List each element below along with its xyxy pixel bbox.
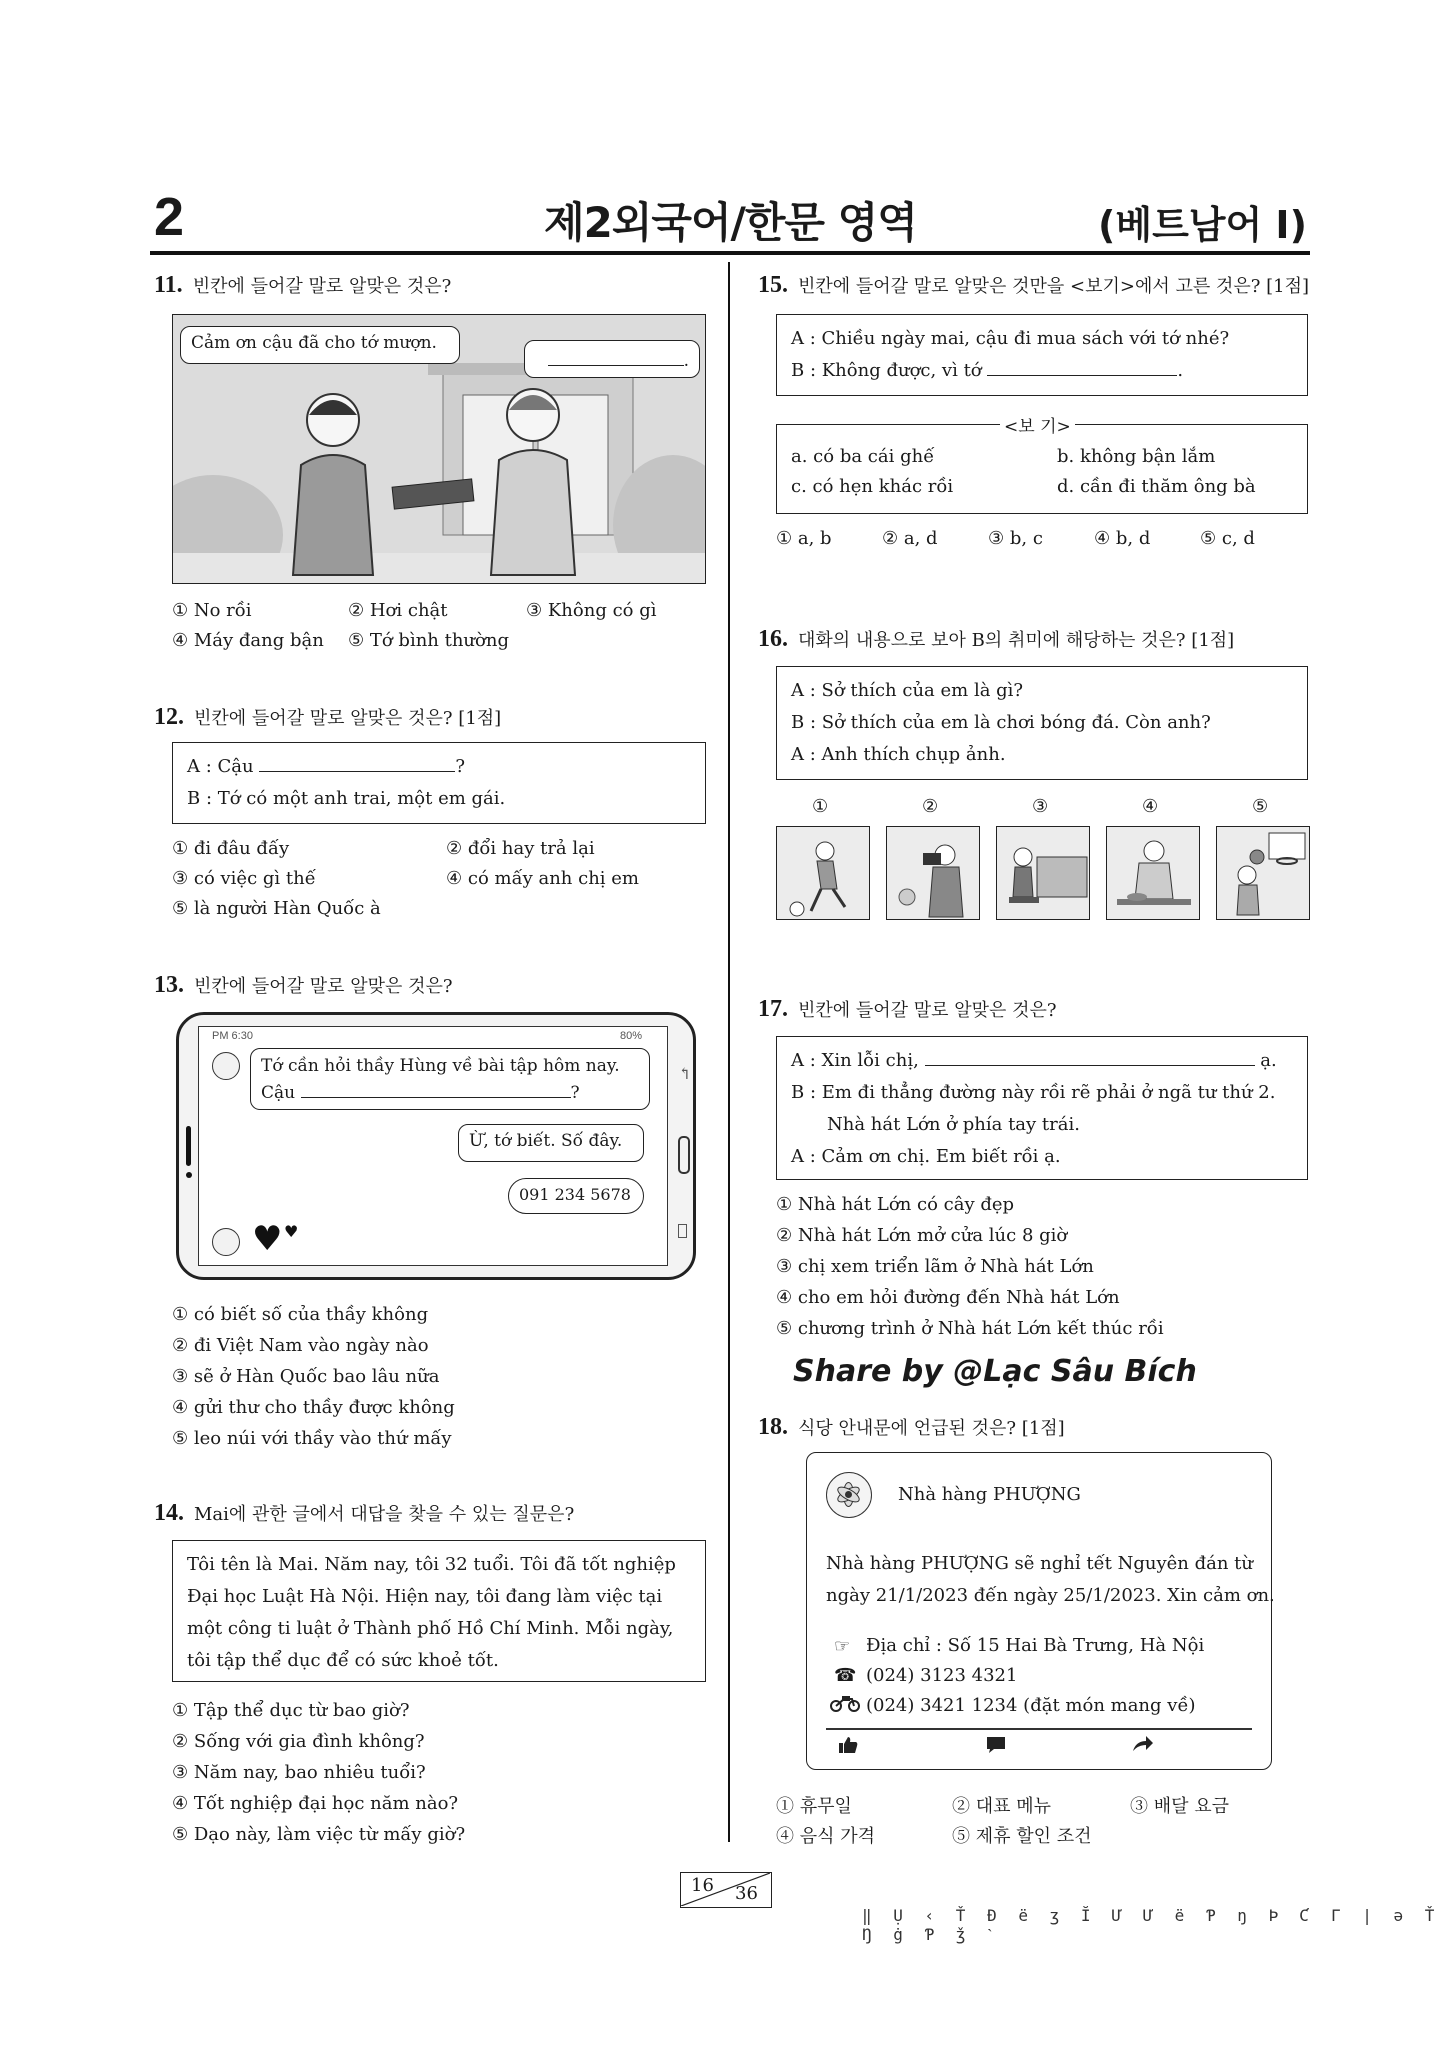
question-number: 11. [154,272,183,298]
delivery-phone: (024) 3421 1234 (đặt món mang về) [866,1695,1196,1716]
option-2: ② a, d [882,528,938,549]
card-divider [826,1728,1252,1730]
answer-blank [259,753,455,772]
page-indicator [680,1872,772,1908]
question-text: 빈칸에 들어갈 말로 알맞은 것은? [192,276,452,297]
home-button [678,1136,690,1174]
option-2: ② 대표 메뉴 [952,1796,1051,1817]
bogi-item-d: d. cần đi thăm ông bà [1057,476,1256,497]
bogi-item-b: b. không bận lắm [1057,446,1216,467]
question-number: 17. [758,996,788,1022]
passage-line: Tôi tên là Mai. Năm nay, tôi 32 tuổi. Tôi đã tốt nghiệp [187,1554,676,1575]
speech-bubble-left: Cảm ơn cậu đã cho tớ mượn. [180,326,460,364]
pianist-image [996,826,1090,920]
option-4: ④ cho em hỏi đường đến Nhà hát Lớn [776,1287,1120,1308]
dialogue-line-b: B : Em đi thẳng đường này rồi rẽ phải ở ngã tư thứ 2. [791,1082,1276,1103]
restaurant-phone: (024) 3123 4321 [866,1665,1018,1686]
question-number: 14. [154,1500,184,1526]
dialogue-line-b-cont: Nhà hát Lớn ở phía tay trái. [827,1114,1080,1135]
question-number: 16. [758,626,788,652]
question-number: 18. [758,1414,788,1440]
question-text: 식당 안내문에 언급된 것은? [1점] [798,1418,1065,1439]
photographer-image [886,826,980,920]
comment-icon [986,1736,1006,1758]
dialogue-line-a2: A : Cảm ơn chị. Em biết rồi ạ. [791,1146,1061,1167]
option-1: ① 휴무일 [776,1796,852,1817]
dialogue-line-a: A : Xin lỗi chị, ạ. [791,1045,1293,1077]
option-5: ⑤ c, d [1200,528,1255,549]
current-page: 16 [691,1875,714,1896]
question-13-prompt [154,972,453,999]
telephone-icon: ☎ [834,1665,857,1686]
option-3: ③ sẽ ở Hàn Quốc bao lâu nữa [172,1366,440,1387]
passage-line: tôi tập thể dục để có sức khoẻ tốt. [187,1650,499,1671]
restaurant-address: Địa chỉ : Số 15 Hai Bà Trưng, Hà Nội [866,1635,1205,1656]
question-text: 빈칸에 들어갈 말로 알맞은 것은? [1점] [194,708,502,729]
restaurant-name: Nhà hàng PHƯỢNG [898,1484,1081,1505]
option-4: ④ 음식 가격 [776,1826,875,1847]
passage-line: Đại học Luật Hà Nội. Hiện nay, tôi đang làm việc tại [187,1586,663,1607]
answer-blank [301,1079,571,1098]
option-3: ③ Không có gì [526,600,657,621]
option-5: ⑤ Dạo này, làm việc từ mấy giờ? [172,1824,466,1845]
chat-message-incoming [250,1048,650,1110]
column-divider [728,262,730,1842]
option-1: ① a, b [776,528,832,549]
status-time: PM 6:30 [212,1030,253,1042]
share-icon [1132,1734,1154,1758]
soccer-player-image [776,826,870,920]
basketball-player-image [1216,826,1310,920]
option-4: ④ có mấy anh chị em [446,868,639,889]
option-1: ① đi đâu đấy [172,838,290,859]
q17-dialogue-box [776,1036,1308,1180]
option-3: ③ Năm nay, bao nhiêu tuổi? [172,1762,426,1783]
question-text: 대화의 내용으로 보아 B의 취미에 해당하는 것은? [1점] [798,630,1235,651]
question-14-prompt [154,1500,574,1527]
notice-text: Nhà hàng PHƯỢNG sẽ nghỉ tết Nguyên đán từ [826,1553,1253,1574]
bogi-box [776,424,1308,514]
option-5: ⑤ chương trình ở Nhà hát Lớn kết thúc rồi [776,1318,1164,1339]
q14-passage-box [172,1540,706,1682]
option-5: ⑤ là người Hàn Quốc à [172,898,381,919]
question-15-prompt [758,272,1309,299]
question-text: 빈칸에 들어갈 말로 알맞은 것만을 <보기>에서 고른 것은? [1점] [798,276,1310,297]
option-1: ① có biết số của thầy không [172,1304,429,1325]
option-2: ② đi Việt Nam vào ngày nào [172,1335,429,1356]
option-3: ③ có việc gì thế [172,868,316,889]
avatar [212,1052,240,1080]
flower-logo-icon [826,1472,872,1518]
recent-apps-icon [678,1224,687,1238]
question-17-prompt [758,996,1057,1023]
dialogue-line: A : Sở thích của em là gì? [791,680,1024,701]
bogi-label: <보 기> [1000,412,1075,437]
dialogue-line-b: B : Tớ có một anh trai, một em gái. [187,788,506,809]
option-3: ③ b, c [988,528,1043,549]
question-number: 15. [758,272,788,298]
option-1: ① Tập thể dục từ bao giờ? [172,1700,410,1721]
side-button [186,1126,191,1166]
question-11-prompt [154,272,451,299]
page-number: 2 [154,187,185,247]
dialogue-line: B : Sở thích của em là chơi bóng đá. Còn anh? [791,712,1211,733]
option-2: ② Hơi chật [348,600,448,621]
option-4: ④ b, d [1094,528,1151,549]
bogi-item-c: c. có hẹn khác rồi [791,476,954,497]
dialogue-line-a: A : Chiều ngày mai, cậu đi mua sách với tớ nhé? [791,328,1230,349]
option-2: ② đổi hay trả lại [446,838,595,859]
dialogue-line-a: A : Cậu ? [187,751,691,783]
option-3: ③ chị xem triển lãm ở Nhà hát Lớn [776,1256,1094,1277]
bubble-period: . [683,351,689,371]
exam-subject: (베트남어 I) [1098,203,1307,247]
option-5: ⑤ 제휴 할인 조건 [952,1826,1092,1847]
dialogue-line-b: B : Không được, vì tớ . [791,355,1293,387]
answer-blank [987,357,1177,376]
question-18-prompt [758,1414,1065,1441]
option-4: ④ Tốt nghiệp đại học năm nào? [172,1793,459,1814]
message-text: Tớ cần hỏi thầy Hùng về bài tập hôm nay. [261,1056,620,1076]
option-2: ② Nhà hát Lớn mở cửa lúc 8 giờ [776,1225,1068,1246]
pointing-hand-icon: ☞ [834,1636,851,1657]
notice-text: ngày 21/1/2023 đến ngày 25/1/2023. Xin cảm ơn. [826,1585,1275,1606]
bogi-item-a: a. có ba cái ghế [791,446,935,467]
option-4-label: ④ [1142,796,1159,817]
option-5-label: ⑤ [1252,796,1269,817]
question-text: 빈칸에 들어갈 말로 알맞은 것은? [798,1000,1057,1021]
speech-bubble-right-blank [524,340,700,378]
option-1: ① No rồi [172,600,252,621]
option-3-label: ③ [1032,796,1049,817]
dialogue-line: A : Anh thích chụp ảnh. [791,744,1006,765]
question-12-prompt [154,704,501,731]
camera-dot [186,1172,192,1178]
motorbike-icon [830,1694,860,1716]
heart-icon: ♥ [252,1219,283,1259]
small-heart-icon: ♥ [284,1222,299,1241]
status-battery: 80% [620,1030,643,1042]
question-text: 빈칸에 들어갈 말로 알맞은 것은? [194,976,453,997]
share-watermark: Share by @Lạc Sâu Bích [793,1354,1197,1389]
option-4: ④ Máy đang bận [172,630,324,651]
header-rule [150,251,1310,255]
question-text: Mai에 관한 글에서 대답을 찾을 수 있는 질문은? [194,1504,575,1525]
option-5: ⑤ Tớ bình thường [348,630,509,651]
thumbs-up-icon [838,1736,858,1759]
option-3: ③ 배달 요금 [1130,1796,1229,1817]
q16-dialogue-box [776,666,1308,780]
answer-blank [925,1047,1255,1066]
footer-code: ‖ Ụ ‹ Ť Ð ë ʒ Ĭ Ư Ư ë Ƥ ŋ Þ Ƈ Γ | ə Ť Ŋ ġ Ƥ ǯ ˋ [862,1906,1441,1944]
q12-dialogue-box [172,742,706,824]
question-number: 12. [154,704,184,730]
option-1: ① Nhà hát Lớn có cây đẹp [776,1194,1015,1215]
chat-message-outgoing: Ừ, tớ biết. Số đây. [458,1124,644,1162]
question-16-prompt [758,626,1234,653]
message-text-blank-line: Cậu ? [261,1079,639,1106]
option-2-label: ② [922,796,939,817]
total-pages: 36 [735,1883,758,1904]
passage-line: một công ti luật ở Thành phố Hồ Chí Minh. Mỗi ngày, [187,1618,674,1639]
back-icon: ↰ [678,1064,692,1083]
option-4: ④ gửi thư cho thầy được không [172,1397,455,1418]
avatar [212,1228,240,1256]
cook-image [1106,826,1200,920]
answer-blank [548,347,684,366]
question-number: 13. [154,972,184,998]
option-2: ② Sống với gia đình không? [172,1731,425,1752]
chat-phone-number: 091 234 5678 [508,1178,644,1214]
exam-section-title: 제2외국어/한문 영역 [544,198,917,247]
option-5: ⑤ leo núi với thầy vào thứ mấy [172,1428,452,1449]
q15-dialogue-box [776,314,1308,396]
option-1-label: ① [812,796,829,817]
